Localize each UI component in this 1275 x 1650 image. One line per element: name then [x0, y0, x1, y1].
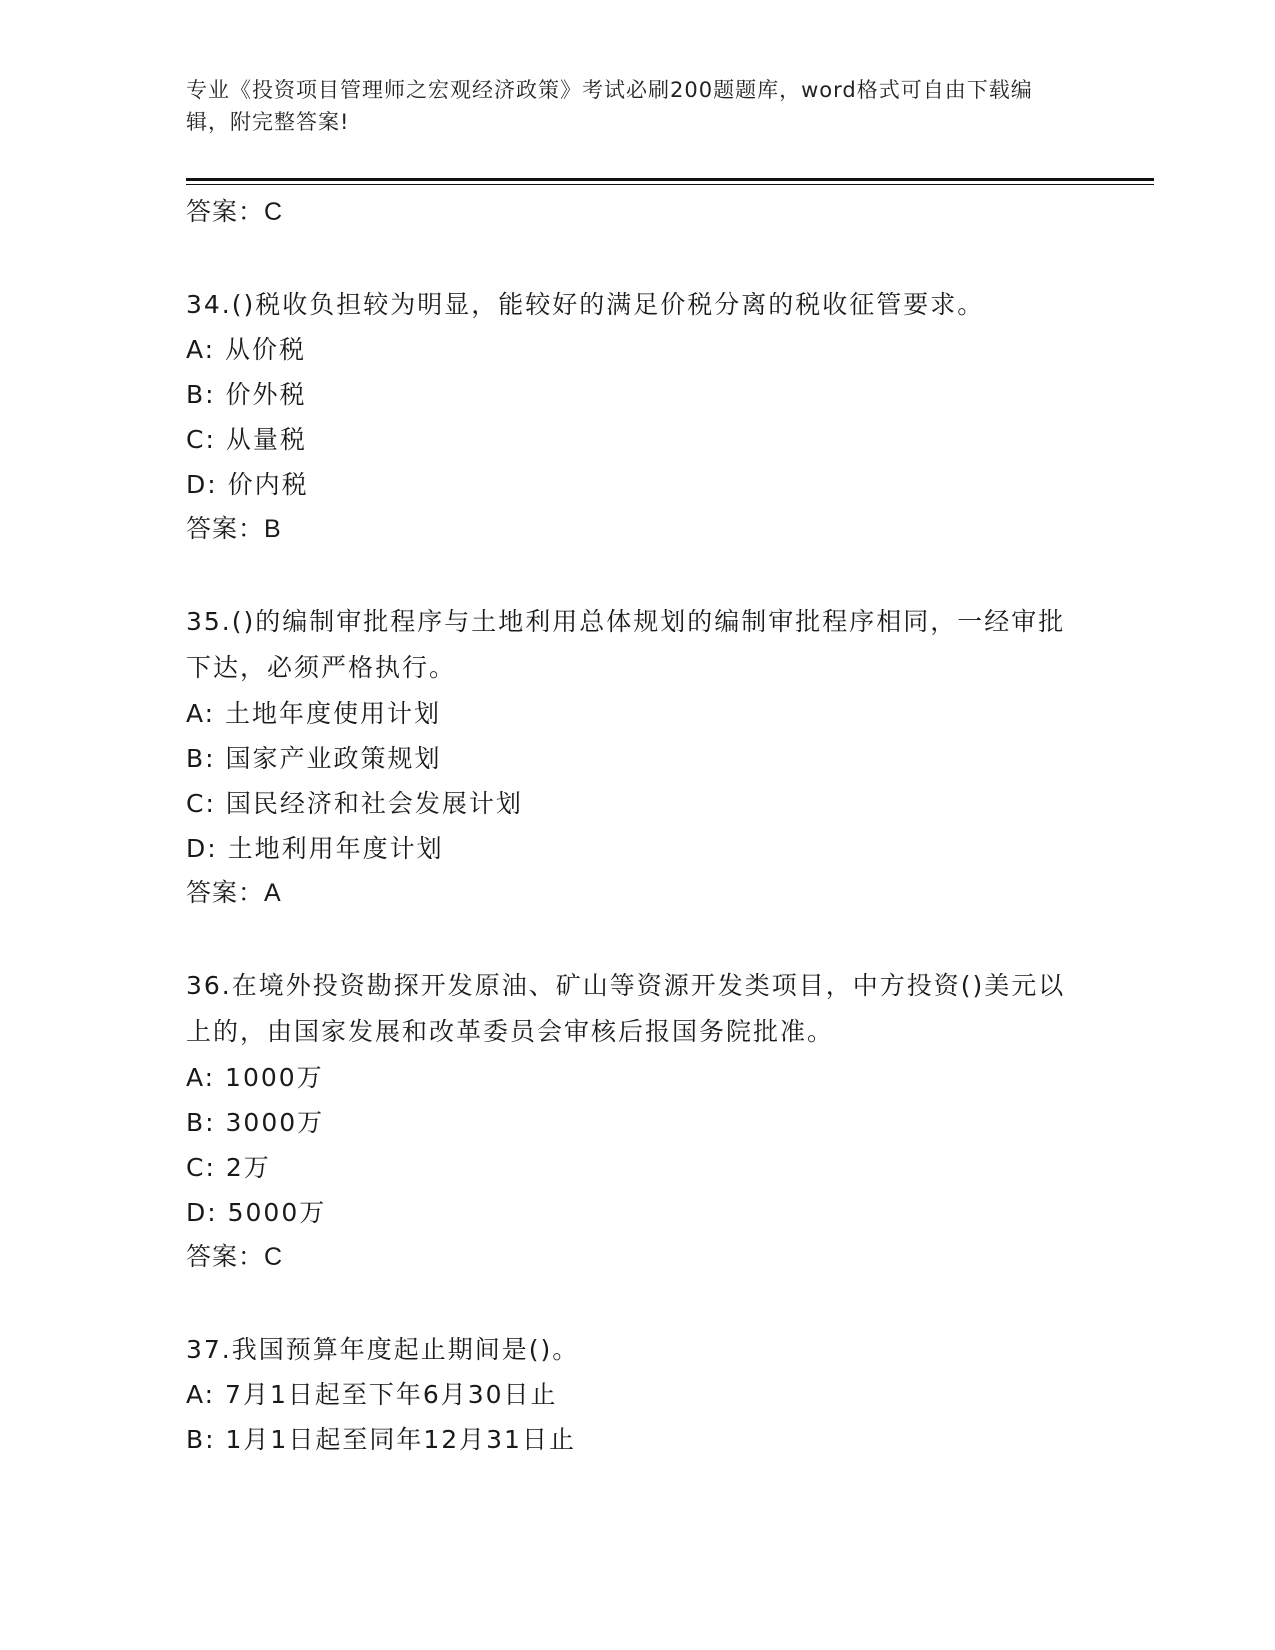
option-c: C: 国民经济和社会发展计划: [186, 789, 523, 818]
option-a: A: 1000万: [186, 1063, 324, 1092]
option-c: C: 2万: [186, 1153, 271, 1182]
option-b: B: 3000万: [186, 1108, 325, 1137]
option-b: B: 国家产业政策规划: [186, 744, 442, 773]
question-stem: 37.我国预算年度起止期间是()。: [186, 1335, 580, 1364]
spacer: [186, 235, 1086, 282]
option-c: C: 从量税: [186, 425, 307, 454]
header-rule-thick: [186, 178, 1154, 181]
answer-line: 答案：A: [186, 879, 282, 907]
option-a: A: 从价税: [186, 335, 307, 364]
spacer: [186, 552, 1086, 599]
answer-line: 答案：C: [186, 198, 284, 226]
question-stem: 36.在境外投资勘探开发原油、矿山等资源开发类项目，中方投资()美元以上的，由国家发展和改革委员会审核后报国务院批准。: [186, 971, 1066, 1046]
header-rule-thin: [186, 184, 1154, 185]
spacer: [186, 916, 1086, 963]
question-stem: 35.()的编制审批程序与土地利用总体规划的编制审批程序相同，一经审批下达，必须严格执行。: [186, 607, 1066, 682]
option-a: A: 7月1日起至下年6月30日止: [186, 1380, 558, 1409]
option-b: B: 价外税: [186, 380, 307, 409]
option-a: A: 土地年度使用计划: [186, 699, 442, 728]
spacer: [186, 1280, 1086, 1327]
option-d: D: 5000万: [186, 1198, 327, 1227]
option-b: B: 1月1日起至同年12月31日止: [186, 1425, 576, 1454]
question-stem: 34.()税收负担较为明显，能较好的满足价税分离的税收征管要求。: [186, 290, 985, 319]
answer-line: 答案：C: [186, 1243, 284, 1271]
answer-line: 答案：B: [186, 515, 282, 543]
question-list: [186, 190, 1086, 1462]
option-d: D: 土地利用年度计划: [186, 834, 444, 863]
document-header: 专业《投资项目管理师之宏观经济政策》考试必刷200题题库，word格式可自由下载编辑，附完整答案!: [186, 78, 1033, 134]
option-d: D: 价内税: [186, 470, 309, 499]
